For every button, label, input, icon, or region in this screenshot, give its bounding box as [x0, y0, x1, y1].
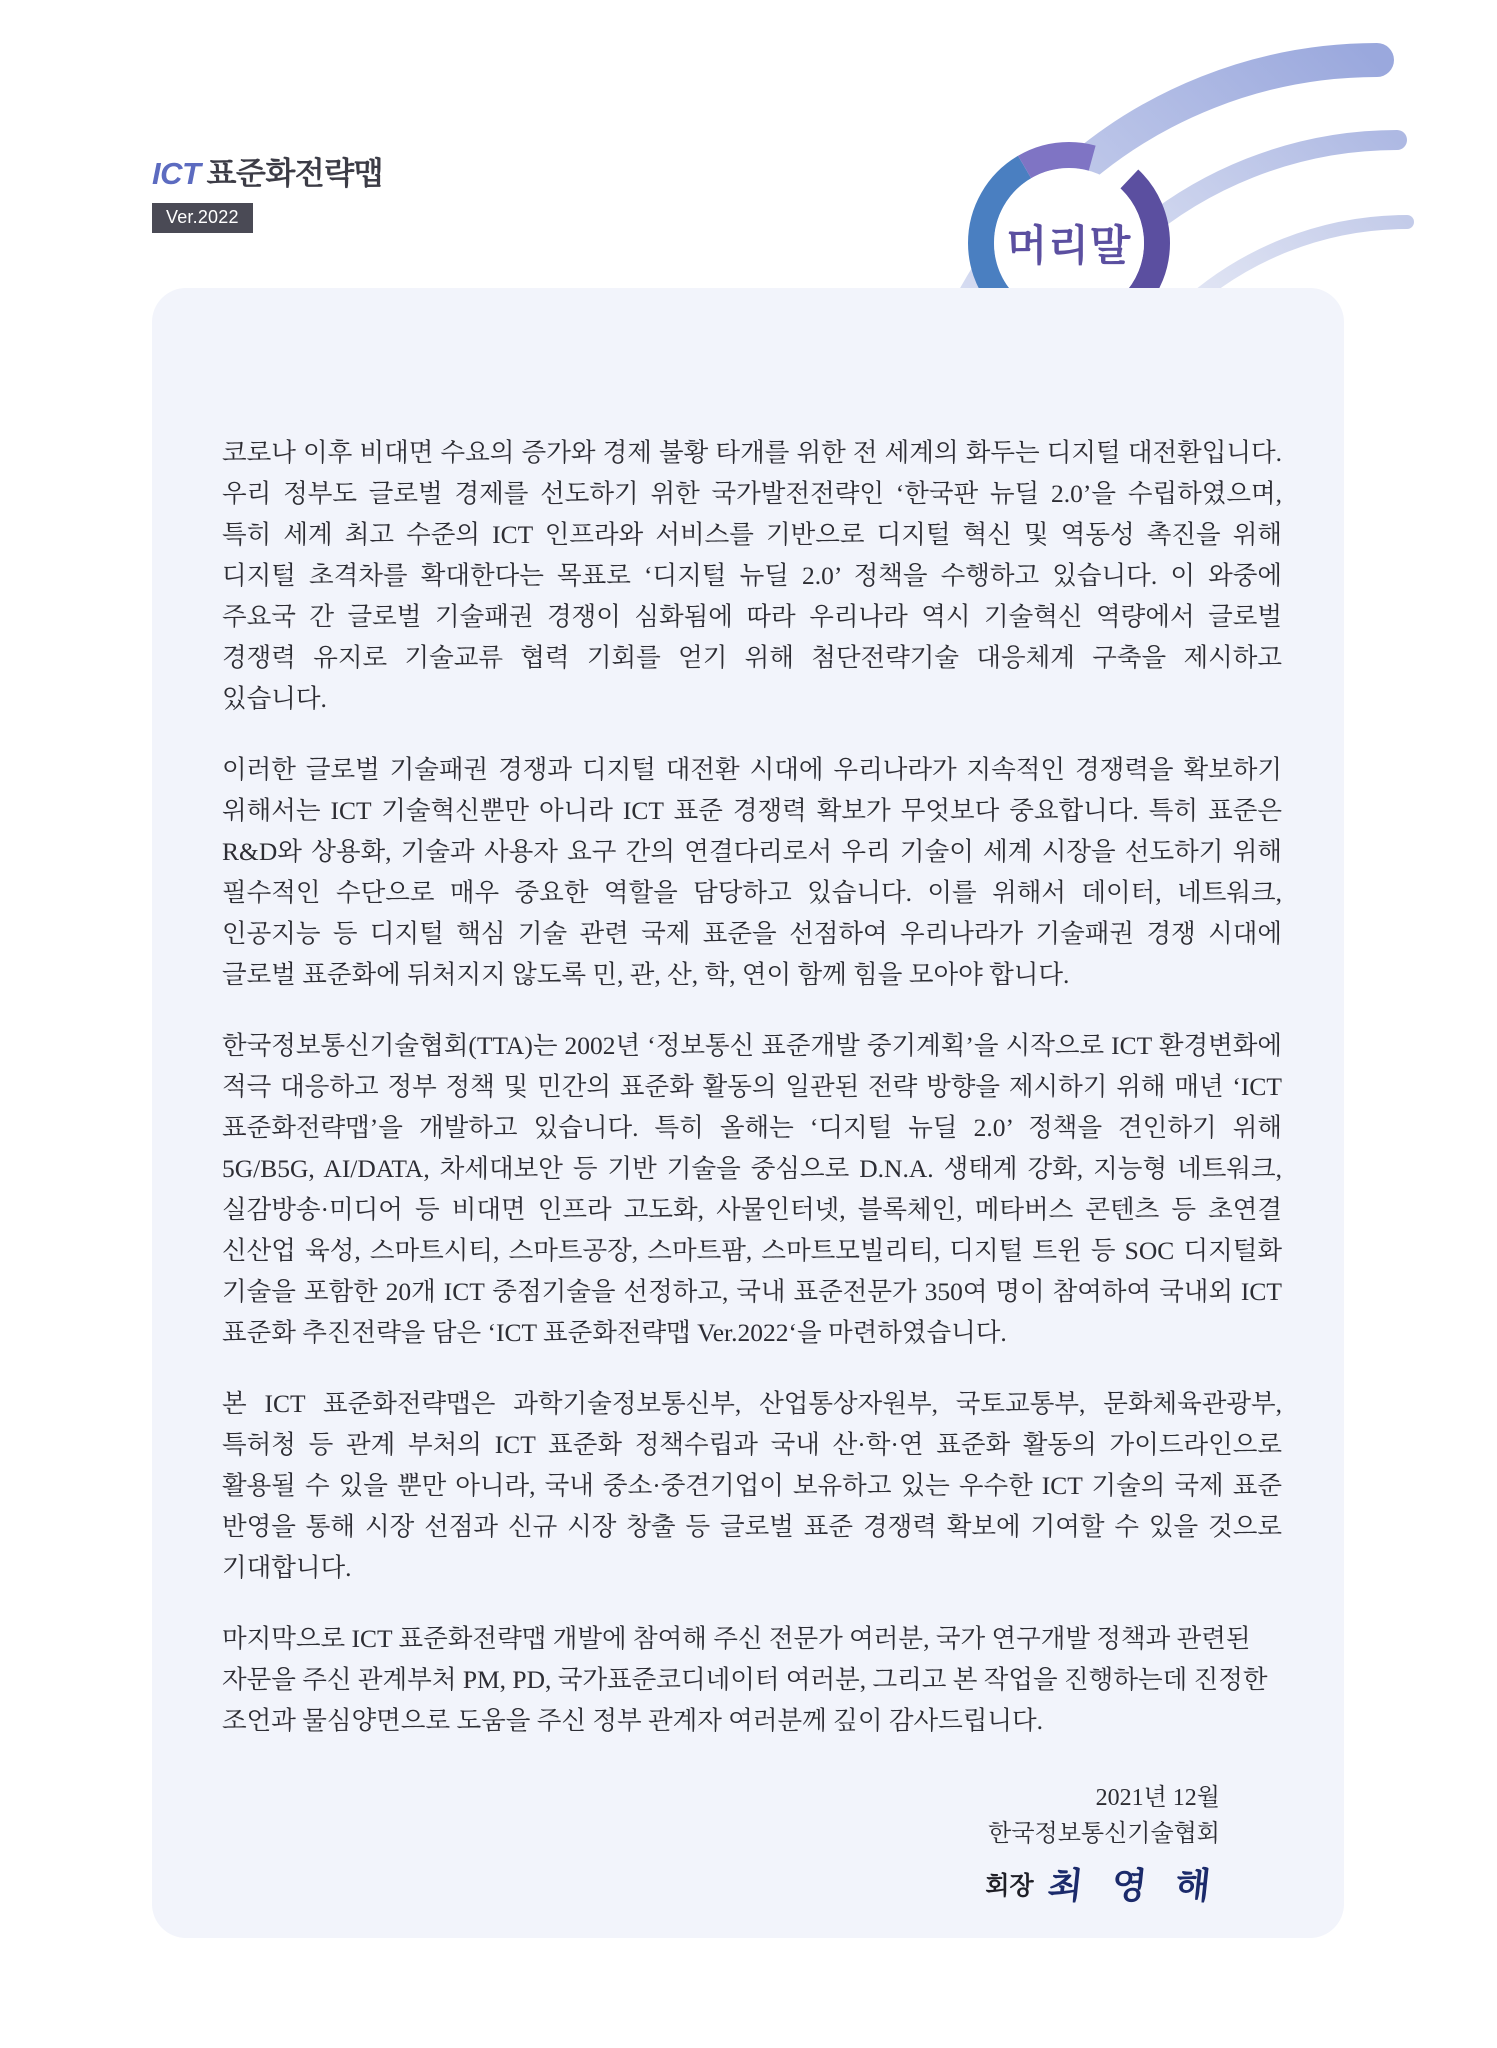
- page-title: [152, 148, 383, 193]
- signature-block: [985, 1780, 1223, 1906]
- signature-date: 2021년 12월: [1095, 1785, 1220, 1811]
- paragraph-4: 본 ICT 표준화전략맵은 과학기술정보통신부, 산업통상자원부, 국토교통부, 문화체육관광부, 특허청 등 관계 부처의 ICT 표준화 정책수립과 국내 산·학·연 표준화 활동의 가이드라인으로 활용될 수 있을 뿐만 아니라, 국내 중소·중견기업이 보유하고 있는 우수한 ICT 기술의 국제 표준 반영을 통해 시장 선점과 신규 시장 창출 등 글로벌 표준 경쟁력 확보에 기여할 수 있을 것으로 기대합니다.: [222, 1389, 1282, 1582]
- version-badge: Ver.2022: [152, 203, 253, 233]
- signature-title: 회장: [985, 1872, 1034, 1900]
- brand-header: [152, 148, 383, 233]
- paragraph-5: 마지막으로 ICT 표준화전략맵 개발에 참여해 주신 전문가 여러분, 국가 연구개발 정책과 관련된 자문을 주신 관계부처 PM, PD, 국가표준코디네이터 여러분, 그리고 본 작업을 진행하는데 진정한 조언과 물심양면으로 도움을 주신 정부 관계자 여러분께 깊이 감사드립니다.: [222, 1624, 1268, 1735]
- brand-rest-text: 표준화전략맵: [206, 156, 384, 191]
- paragraph-2: 이러한 글로벌 기술패권 경쟁과 디지털 대전환 시대에 우리나라가 지속적인 경쟁력을 확보하기 위해서는 ICT 기술혁신뿐만 아니라 ICT 표준 경쟁력 확보가 무엇보다 중요합니다. 특히 표준은 R&D와 상용화, 기술과 사용자 요구 간의 연결다리로서 우리 기술이 세계 시장을 선도하기 위해 필수적인 수단으로 매우 중요한 역할을 담당하고 있습니다. 이를 위해서 데이터, 네트워크, 인공지능 등 디지털 핵심 기술 관련 국제 표준을 선점하여 우리나라가 기술패권 경쟁 시대에 글로벌 표준화에 뒤처지지 않도록 민, 관, 산, 학, 연이 함께 힘을 모아야 합니다.: [222, 755, 1282, 989]
- signature-name-row: [985, 1866, 1223, 1906]
- paragraph-3: 한국정보통신기술협회(TTA)는 2002년 ‘정보통신 표준개발 중기계획’을 시작으로 ICT 환경변화에 적극 대응하고 정부 정책 및 민간의 표준화 활동의 일관된 전략 방향을 제시하기 위해 매년 ‘ICT 표준화전략맵’을 개발하고 있습니다. 특히 올해는 ‘디지털 뉴딜 2.0’ 정책을 견인하기 위해 5G/B5G, AI/DATA, 차세대보안 등 기반 기술을 중심으로 D.N.A. 생태계 강화, 지능형 네트워크, 실감방송·미디어 등 비대면 인프라 고도화, 사물인터넷, 블록체인, 메타버스 콘텐츠 등 초연결 신산업 육성, 스마트시티, 스마트공장, 스마트팜, 스마트모빌리티, 디지털 트윈 등 SOC 디지털화 기술을 포함한 20개 ICT 중점기술을 선정하고, 국내 표준전문가 350여 명이 참여하여 국내외 ICT 표준화 추진전략을 담은 ‘ICT 표준화전략맵 Ver.2022‘을 마련하였습니다.: [222, 1031, 1282, 1347]
- signature-name: 최 영 해: [1045, 1866, 1223, 1906]
- section-label: 머리말: [1006, 222, 1132, 269]
- paragraph-1: 코로나 이후 비대면 수요의 증가와 경제 불황 타개를 위한 전 세계의 화두는 디지털 대전환입니다. 우리 정부도 글로벌 경제를 선도하기 위한 국가발전전략인 ‘한국판 뉴딜 2.0’을 수립하였으며, 특히 세계 최고 수준의 ICT 인프라와 서비스를 기반으로 디지털 혁신 및 역동성 촉진을 위해 디지털 초격차를 확대한다는 목표로 ‘디지털 뉴딜 2.0’ 정책을 수행하고 있습니다. 이 와중에 주요국 간 글로벌 기술패권 경쟁이 심화됨에 따라 우리나라 역시 기술혁신 역량에서 글로벌 경쟁력 유지로 기술교류 협력 기회를 얻기 위해 첨단전략기술 대응체계 구축을 제시하고 있습니다.: [222, 438, 1282, 713]
- brand-ict-text: ICT: [152, 156, 201, 191]
- signature-organization: 한국정보통신기술협회: [988, 1821, 1220, 1847]
- preface-body: [222, 432, 1282, 1906]
